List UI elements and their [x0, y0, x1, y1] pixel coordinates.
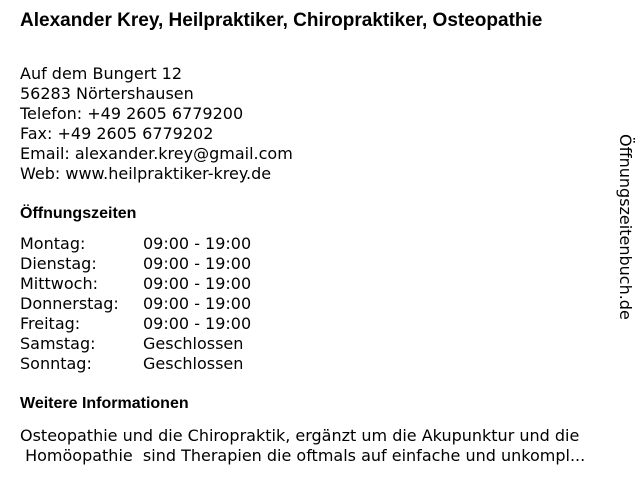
hours-day: Samstag: [20, 334, 96, 353]
hours-time: 09:00 - 19:00 [143, 314, 252, 333]
hours-day: Montag: [20, 234, 86, 253]
address-street: Auf dem Bungert 12 [20, 64, 183, 83]
contact-block [20, 64, 293, 184]
hours-day: Donnerstag: [20, 294, 119, 313]
hours-day: Dienstag: [20, 254, 97, 273]
hours-row [20, 334, 251, 354]
info-line-2: Homöopathie sind Therapien die oftmals auf einfache und unkompl... [20, 446, 586, 465]
hours-day: Freitag: [20, 314, 81, 333]
hours-row [20, 234, 251, 254]
further-info-heading: Weitere Informationen [20, 395, 189, 412]
opening-hours-table [20, 234, 251, 374]
site-watermark: Öffnungszeitenbuch.de [616, 134, 635, 320]
hours-row [20, 254, 251, 274]
hours-time: 09:00 - 19:00 [143, 294, 252, 313]
hours-time: 09:00 - 19:00 [143, 274, 252, 293]
hours-day: Sonntag: [20, 354, 92, 373]
business-title: Alexander Krey, Heilpraktiker, Chiropraktiker, Osteopathie [20, 10, 543, 31]
hours-row [20, 354, 251, 374]
address-city: 56283 Nörtershausen [20, 84, 194, 103]
phone-number: Telefon: +49 2605 6779200 [20, 104, 244, 123]
hours-time: Geschlossen [143, 354, 244, 373]
info-line-1: Osteopathie und die Chiropraktik, ergänzt um die Akupunktur und die [20, 426, 580, 445]
hours-row [20, 274, 251, 294]
hours-time: 09:00 - 19:00 [143, 234, 252, 253]
further-info-text [20, 426, 632, 466]
hours-time: 09:00 - 19:00 [143, 254, 252, 273]
hours-time: Geschlossen [143, 334, 244, 353]
email-address: Email: alexander.krey@gmail.com [20, 144, 293, 163]
hours-day: Mittwoch: [20, 274, 98, 293]
fax-number: Fax: +49 2605 6779202 [20, 124, 214, 143]
opening-hours-heading: Öffnungszeiten [20, 205, 137, 222]
hours-row [20, 294, 251, 314]
hours-row [20, 314, 251, 334]
website-address: Web: www.heilpraktiker-krey.de [20, 164, 272, 183]
